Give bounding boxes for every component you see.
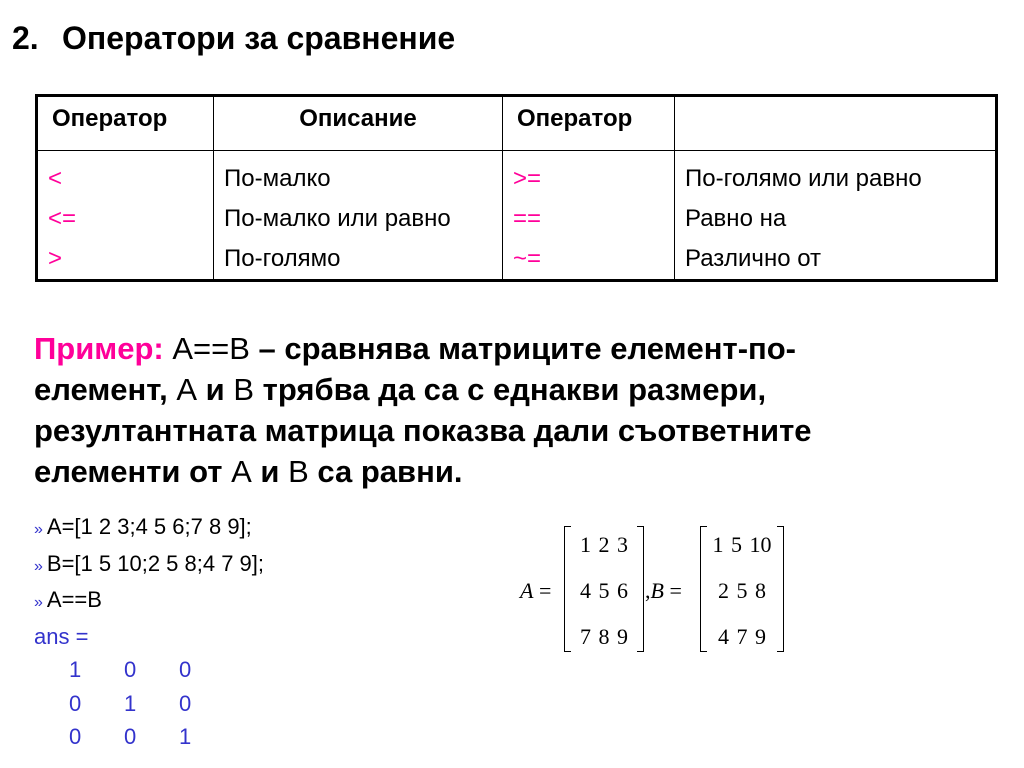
example-text-6: са равни. [317, 454, 463, 489]
header-operator-2: Оператор [503, 96, 675, 151]
matrix-b-row: 1 5 10 [712, 532, 772, 557]
example-line-1 [34, 328, 1019, 369]
desc-ne: Различно от [685, 245, 822, 272]
desc-ge: По-голямо или равно [685, 165, 922, 192]
slide-heading: Оператори за сравнение [62, 20, 456, 56]
operators-table [35, 94, 998, 282]
matrix-a-row: 4 5 6 [580, 578, 628, 603]
table-row [37, 151, 997, 281]
prompt-icon: » [34, 521, 43, 538]
result-cell: 0 [124, 724, 137, 749]
result-cell: 1 [179, 724, 192, 749]
example-and-2: и [260, 454, 280, 489]
slide-number: 2. [12, 20, 39, 56]
left-descriptions-cell [214, 151, 503, 281]
example-var-b2: B [288, 454, 309, 489]
prompt-icon: » [34, 557, 43, 575]
operator-ne: ~= [513, 245, 542, 272]
right-descriptions-cell [675, 151, 997, 281]
result-row [34, 653, 264, 687]
example-var-b: B [233, 372, 255, 407]
example-text-5: елементи от [34, 454, 223, 489]
header-operator-1: Оператор [37, 96, 214, 151]
code-line-2: B=[1 5 10;2 5 8;4 7 9]; [46, 550, 265, 576]
result-cell: 0 [179, 657, 192, 682]
operator-ge: >= [513, 165, 542, 192]
operator-gt: > [48, 245, 63, 272]
matrix-b-equals: = [669, 578, 682, 603]
matrix-b-row: 4 7 9 [718, 624, 766, 649]
example-var-a: A [176, 372, 198, 407]
matrix-a-label [520, 578, 551, 604]
operator-le: <= [48, 205, 77, 232]
example-and-1: и [205, 372, 225, 407]
matrix-a [564, 526, 644, 652]
example-line-3: резултантната матрица показва дали съответните [34, 413, 812, 448]
matrix-b [700, 526, 784, 652]
matrix-a-equals: = [538, 578, 552, 603]
example-label: Пример: [34, 331, 164, 366]
code-line [34, 547, 264, 584]
example-var-a2: A [231, 454, 252, 489]
result-row [34, 687, 264, 721]
matrix-b-name: B [650, 578, 664, 603]
code-line [34, 583, 264, 620]
result-cell: 0 [69, 724, 82, 749]
example-expr: A==B [172, 331, 250, 366]
matrix-b-row: 2 5 8 [718, 578, 766, 603]
result-cell: 0 [124, 657, 137, 682]
matrix-a-name: A [520, 578, 534, 603]
desc-gt: По-голямо [224, 245, 341, 272]
matrix-a-row: 1 2 3 [580, 532, 628, 557]
matrix-equation [520, 526, 790, 656]
example-text-2: елемент, [34, 372, 168, 407]
example-paragraph [34, 328, 1019, 492]
example-line-4 [34, 451, 1019, 492]
header-empty [675, 96, 997, 151]
left-operators-cell [37, 151, 214, 281]
right-operators-cell [503, 151, 675, 281]
result-cell: 1 [69, 657, 82, 682]
ans-label: ans = [34, 623, 89, 649]
matrix-a-row: 7 8 9 [580, 624, 628, 649]
matrix-b-label [645, 578, 682, 604]
desc-eq: Равно на [685, 205, 787, 232]
code-block [34, 510, 264, 754]
result-row [34, 720, 264, 754]
example-text-3: трябва да са с еднакви размери, [262, 372, 767, 407]
example-text-1: – сравнява матриците елемент-по- [258, 331, 797, 366]
result-cell: 0 [179, 690, 192, 716]
example-line-2 [34, 369, 1019, 410]
table-header-row [37, 96, 997, 151]
desc-lt: По-малко [224, 165, 331, 192]
result-cell: 0 [69, 690, 82, 716]
result-cell: 1 [124, 690, 137, 716]
code-line [34, 510, 264, 547]
slide-title [12, 20, 455, 57]
header-description: Описание [214, 96, 503, 151]
desc-le: По-малко или равно [224, 205, 451, 232]
code-line-1: A=[1 2 3;4 5 6;7 8 9]; [46, 514, 252, 539]
operator-lt: < [48, 165, 63, 192]
prompt-icon: » [34, 594, 43, 611]
operator-eq: == [513, 205, 542, 232]
code-line-3: A==B [46, 587, 102, 612]
matrix-separator: , [645, 578, 651, 603]
